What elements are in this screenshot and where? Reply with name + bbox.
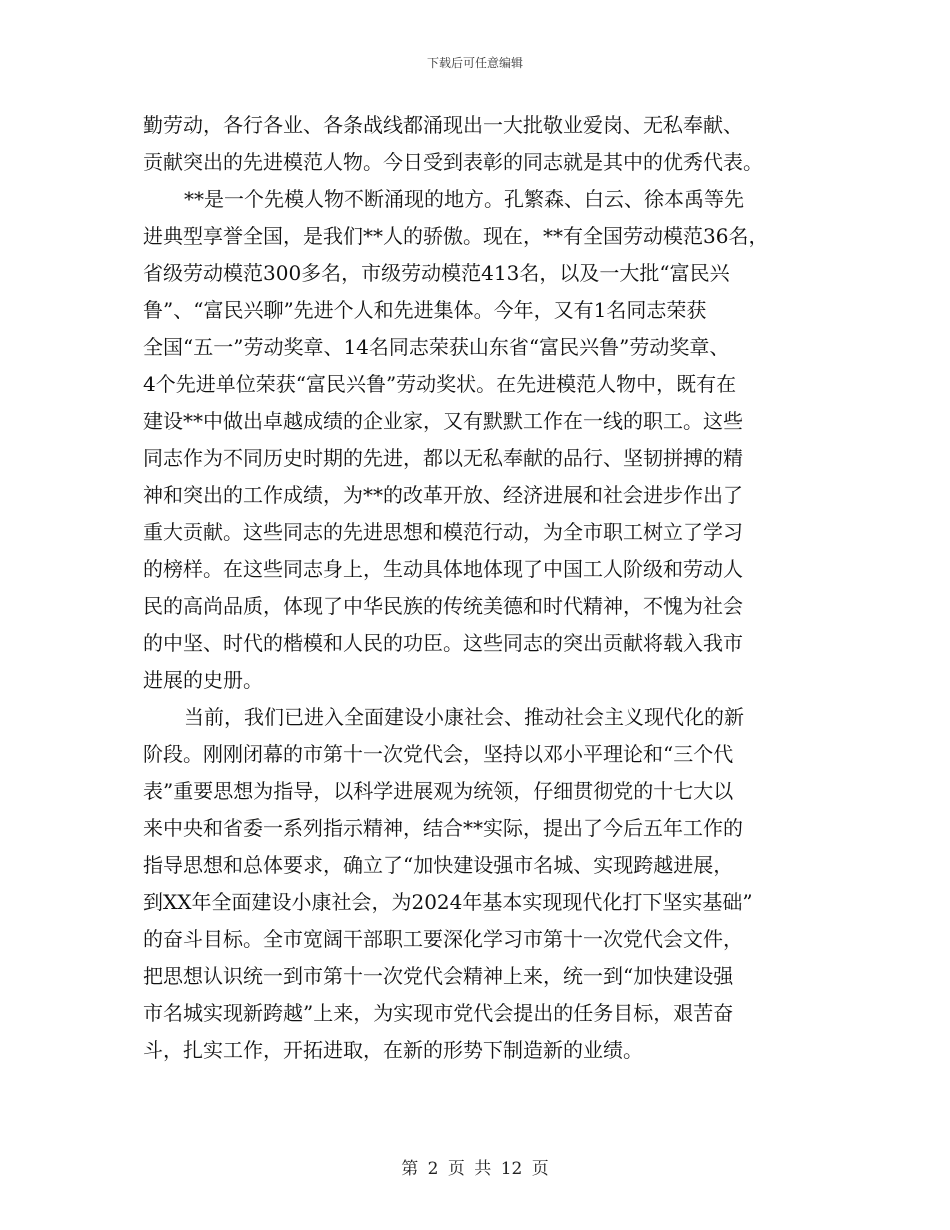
text-line-15: 的中坚、时代的楷模和人民的功臣。这些同志的突出贡献将载入我市 (143, 631, 743, 655)
text-line-9: 建设**中做出卓越成绩的企业家，又有默默工作在一线的职工。这些 (143, 409, 743, 433)
text-line-21: 指导思想和总体要求，确立了“加快建设强市名城、实现跨越进展， (143, 853, 734, 877)
text-line-11: 神和突出的工作成绩，为**的改革开放、经济进展和社会进步作出了 (143, 483, 743, 507)
text-line-13: 的榜样。在这些同志身上，生动具体地体现了中国工人阶级和劳动人 (143, 557, 743, 581)
text-line-2: 贡献突出的先进模范人物。今日受到表彰的同志就是其中的优秀代表。 (143, 150, 763, 174)
text-line-6: 鲁”、“富民兴聊”先进个人和先进集体。今年，又有1名同志荣获 (143, 298, 707, 322)
document-body (143, 107, 813, 1069)
text-line-10: 同志作为不同历史时期的先进，都以无私奉献的品行、坚韧拼搏的精 (143, 446, 743, 470)
text-line-23: 的奋斗目标。全市宽阔干部职工要深化学习市第十一次党代会文件， (143, 927, 743, 951)
text-line-25: 市名城实现新跨越”上来，为实现市党代会提出的任务目标，艰苦奋 (143, 1001, 734, 1025)
text-line-12: 重大贡献。这些同志的先进思想和模范行动，为全市职工树立了学习 (143, 520, 743, 544)
page-header: 下载后可任意编辑 (426, 56, 523, 70)
text-line-18: 阶段。刚刚闭幕的市第十一次党代会，坚持以邓小平理论和“三个代 (143, 742, 734, 766)
page-footer: 第 2 页 共 12 页 (401, 1159, 549, 1179)
text-line-8: 4个先进单位荣获“富民兴鲁”劳动奖状。在先进模范人物中，既有在 (143, 372, 737, 396)
text-line-19: 表”重要思想为指导，以科学进展观为统领，仔细贯彻党的十七大以 (143, 779, 734, 803)
text-line-20: 来中央和省委一系列指示精神，结合**实际，提出了今后五年工作的 (143, 816, 743, 840)
text-line-26: 斗，扎实工作，开拓进取，在新的形势下制造新的业绩。 (143, 1038, 643, 1062)
text-line-3: **是一个先模人物不断涌现的地方。孔繁森、白云、徐本禹等先 (184, 187, 744, 211)
text-line-22: 到XX年全面建设小康社会，为2024年基本实现现代化打下坚实基础” (143, 890, 753, 914)
text-line-24: 把思想认识统一到市第十一次党代会精神上来，统一到“加快建设强 (143, 964, 734, 988)
text-line-1: 勤劳动，各行各业、各条战线都涌现出一大批敬业爱岗、无私奉献、 (143, 113, 743, 137)
text-line-14: 民的高尚品质，体现了中华民族的传统美德和时代精神，不愧为社会 (143, 594, 743, 618)
text-line-7: 全国“五一”劳动奖章、14名同志荣获山东省“富民兴鲁”劳动奖章、 (143, 335, 730, 359)
text-line-4: 进典型享誉全国，是我们**人的骄傲。现在，**有全国劳动模范36名， (143, 224, 769, 248)
text-line-16: 进展的史册。 (143, 668, 263, 692)
text-line-5: 省级劳动模范300多名，市级劳动模范413名，以及一大批“富民兴 (143, 261, 730, 285)
text-line-17: 当前，我们已进入全面建设小康社会、推动社会主义现代化的新 (184, 705, 744, 729)
